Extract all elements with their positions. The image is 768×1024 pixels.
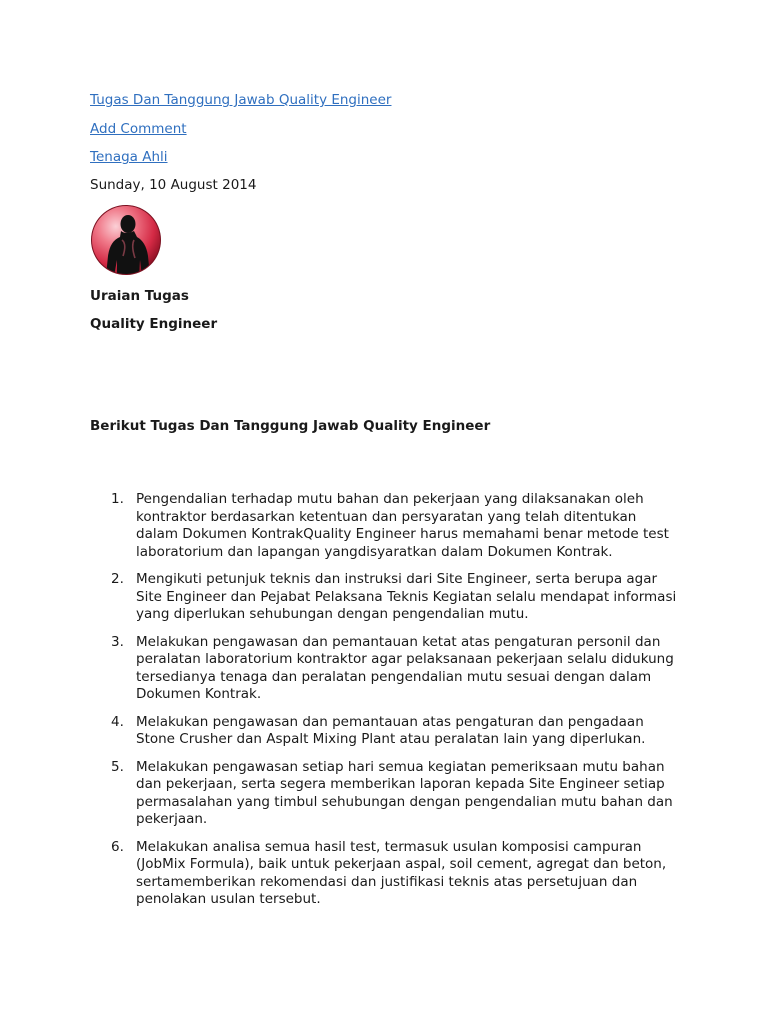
list-item-text: Melakukan pengawasan setiap hari semua kegiatan pemeriksaan mutu bahan dan pekerjaan, serta segera memberikan laporan kepada Site Engineer setiap permasalahan yang timbul sehubungan dengan pengendalian mutu bahan dan pekerjaan.	[136, 758, 673, 827]
task-list	[90, 491, 680, 919]
list-item	[90, 491, 680, 561]
list-number: 4.	[111, 713, 124, 730]
list-item	[90, 714, 680, 749]
heading-uraian-tugas: Uraian Tugas	[90, 288, 189, 304]
list-number: 1.	[111, 491, 124, 507]
list-item-text: Melakukan pengawasan dan pemantauan atas pengaturan dan pengadaan Stone Crusher dan Aspalt Mixing Plant atau peralatan lain yang diperlukan.	[136, 713, 646, 747]
list-item	[90, 759, 680, 829]
list-item-text: Melakukan pengawasan dan pemantauan ketat atas pengaturan personil dan peralatan laboratorium kontraktor agar pelaksanaan pekerjaan selalu didukung tersedianya tenaga dan peralatan pengendalian mutu sesuai dengan dalam Dokumen Kontrak.	[136, 633, 674, 702]
list-item	[90, 839, 680, 909]
list-item	[90, 571, 680, 624]
intro-heading: Berikut Tugas Dan Tanggung Jawab Quality Engineer	[90, 418, 491, 434]
list-item-text: Pengendalian terhadap mutu bahan dan pekerjaan yang dilaksanakan oleh kontraktor berdasarkan ketentuan dan persyaratan yang telah ditentukan dalam Dokumen KontrakQuality Engineer harus memahami benar metode test laboratorium dan lapangan yangdisyaratkan dalam Dokumen Kontrak.	[136, 491, 669, 560]
list-item-text: Melakukan analisa semua hasil test, termasuk usulan komposisi campuran (JobMix Formula), baik untuk pekerjaan aspal, soil cement, agregat dan beton, sertamemberikan rekomendasi dan justifikasi teknis atas persetujuan dan penolakan usulan tersebut.	[136, 838, 667, 907]
list-number: 5.	[111, 758, 124, 775]
heading-quality-engineer: Quality Engineer	[90, 316, 218, 332]
post-title-link[interactable]: Tugas Dan Tanggung Jawab Quality Engineer	[90, 92, 392, 108]
list-item	[90, 634, 680, 704]
post-date: Sunday, 10 August 2014	[90, 177, 257, 193]
list-number: 2.	[111, 571, 124, 587]
person-silhouette-icon	[90, 204, 162, 276]
list-number: 3.	[111, 633, 124, 650]
add-comment-link[interactable]: Add Comment	[90, 121, 187, 137]
category-link[interactable]: Tenaga Ahli	[90, 149, 168, 165]
list-item-text: Mengikuti petunjuk teknis dan instruksi dari Site Engineer, serta berupa agar Site Engineer dan Pejabat Pelaksana Teknis Kegiatan selalu mendapat informasi yang diperlukan sehubungan dengan pengendalian mutu.	[136, 571, 677, 622]
list-number: 6.	[111, 838, 124, 855]
